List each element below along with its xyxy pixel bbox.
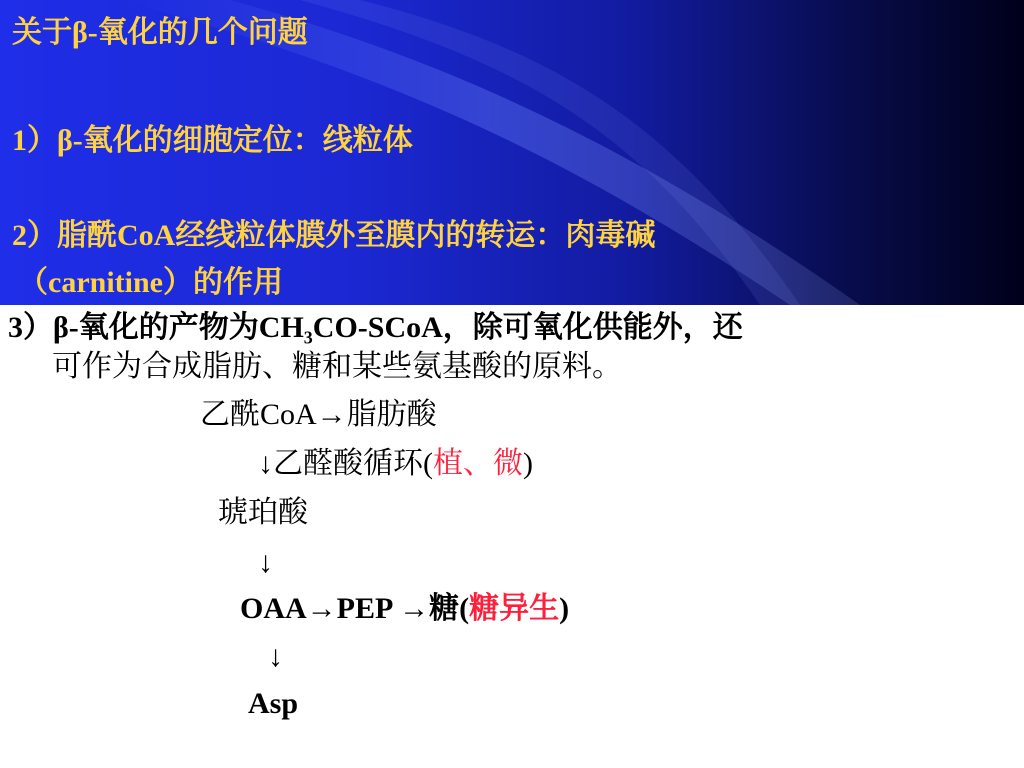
oaa-pep-label: OAA→PEP →糖( (240, 592, 470, 625)
point-3-line-2: 可作为合成脂肪、糖和某些氨基酸的原料。 (52, 350, 622, 383)
point-2-line-2: （carnitine）的作用 (18, 266, 283, 299)
pathway-arrow-down-2: ↓ (268, 640, 283, 673)
gluconeogenesis-note: 糖异生 (469, 592, 560, 625)
point-3-line-1 (8, 311, 743, 348)
pathway-step-glyoxylate-cycle (258, 447, 533, 481)
slide-title: 关于β-氧化的几个问题 (12, 16, 308, 49)
point-3-suffix: CO-SCoA，除可氧化供能外，还 (312, 311, 743, 344)
glyoxylate-cycle-note: 植、微 (433, 447, 523, 480)
point-3-prefix: 3）β-氧化的产物为CH (8, 311, 304, 344)
pathway-step-asp: Asp (248, 687, 299, 720)
point-2-line-1: 2）脂酰CoA经线粒体膜外至膜内的转运：肉毒碱 (12, 219, 656, 252)
point-3-subscript: 3 (303, 327, 313, 348)
pathway-step-succinate: 琥珀酸 (218, 496, 308, 529)
pathway-step-oaa-pep (240, 592, 569, 626)
oaa-pep-close: ) (559, 592, 570, 625)
pathway-arrow-down-1: ↓ (258, 546, 273, 579)
header-band (0, 0, 1024, 305)
glyoxylate-cycle-close: ) (523, 447, 533, 480)
pathway-step-acetyl-coa: 乙酰CoA→脂肪酸 (200, 398, 437, 431)
point-1: 1）β-氧化的细胞定位：线粒体 (12, 124, 413, 157)
glyoxylate-cycle-label: ↓乙醛酸循环( (258, 447, 433, 480)
